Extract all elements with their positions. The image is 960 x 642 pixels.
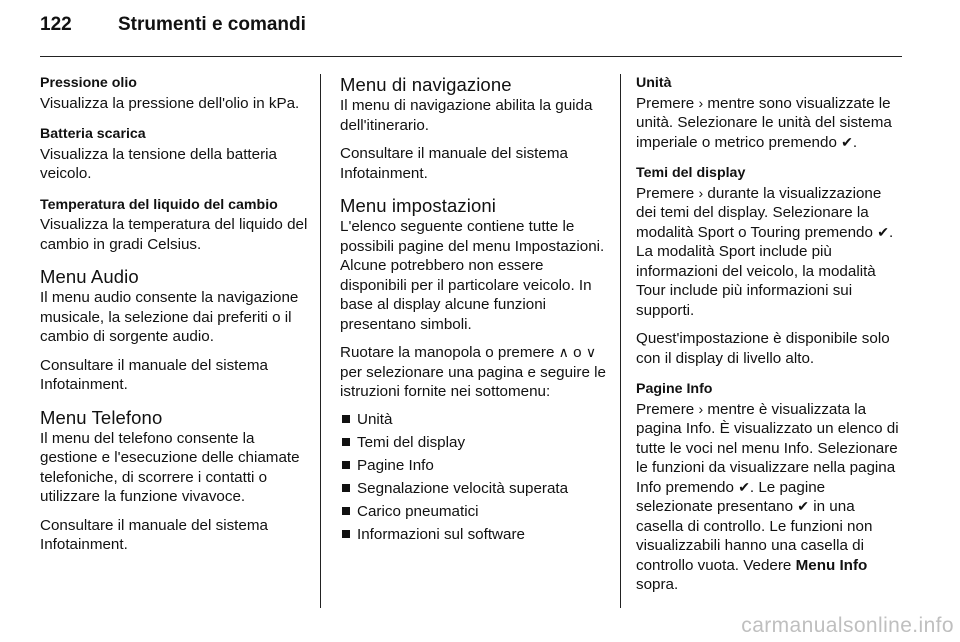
text-fragment: . La modalità Sport include più informazioni del veicolo, la modalità Tour include più informazioni sui supporti.: [636, 223, 894, 319]
section-body: Visualizza la pressione dell'olio in kPa.: [40, 94, 300, 112]
page-header: [40, 14, 902, 54]
section-info-pages: [636, 380, 904, 595]
section-body: Visualizza la tensione della batteria veicolo.: [40, 145, 277, 182]
list-item: [340, 502, 612, 522]
column-divider-left: [320, 74, 321, 608]
section-phone-menu: [40, 407, 310, 555]
text-fragment: . Le pagine selezionate presentano: [636, 478, 826, 515]
section-body: Consultare il manuale del sistema Infotainment.: [40, 356, 268, 393]
bullet-square-icon: [342, 438, 350, 446]
list-item-label: Segnalazione velocità superata: [357, 479, 569, 497]
list-item: [340, 433, 612, 453]
checkmark-icon: ✔: [738, 478, 750, 495]
watermark: carmanualsonline.info: [741, 614, 954, 637]
column-left: [40, 74, 310, 567]
list-item: [340, 479, 612, 499]
section-settings-menu: [340, 195, 612, 544]
page-number: 122: [40, 14, 72, 35]
cross-reference-link[interactable]: Menu Info: [795, 556, 868, 574]
section-title: Pagine Info: [636, 381, 713, 397]
section-audio-menu: [40, 266, 310, 395]
section-body: Il menu di navigazione abilita la guida dell'itinerario.: [340, 97, 593, 134]
list-item: [340, 410, 612, 430]
checkmark-icon: ✔: [877, 223, 889, 240]
text-fragment: in una casella di controllo. Le funzioni non visualizzabili hanno una casella di controllo vuota. Vedere: [636, 498, 873, 574]
chevron-up-icon: ∧: [558, 344, 569, 360]
text-fragment: Premere: [636, 400, 695, 418]
section-navigation-menu: [340, 74, 612, 183]
section-body: [636, 184, 904, 321]
section-display-themes: [636, 164, 904, 368]
bullet-square-icon: [342, 530, 350, 538]
list-item-label: Unità: [357, 410, 393, 428]
chevron-right-icon: ›: [698, 184, 704, 201]
section-title: Unità: [636, 75, 672, 91]
section-title: Temperatura del liquido del cambio: [40, 196, 278, 213]
text-fragment: Premere: [636, 184, 695, 202]
list-item: [340, 456, 612, 476]
section-oil-pressure: [40, 74, 310, 113]
section-body: Il menu audio consente la navigazione musicale, la selezione dai preferiti o il cambio di sorgente audio.: [40, 289, 299, 345]
column-divider-right: [620, 74, 621, 608]
section-body: [340, 343, 612, 402]
bullet-square-icon: [342, 507, 350, 515]
list-item-label: Carico pneumatici: [357, 502, 479, 520]
column-right: [636, 74, 904, 607]
bullet-square-icon: [342, 484, 350, 492]
section-heading: Menu di navigazione: [340, 74, 512, 95]
list-item-label: Temi del display: [357, 433, 466, 451]
bullet-square-icon: [342, 461, 350, 469]
settings-pages-list: [340, 410, 612, 545]
text-fragment: mentre è visualizzata la pagina Info. È visualizzato un elenco di tutte le voci nel menu Info. Selezionare le funzioni da visualizzare nella pagina Info premendo: [636, 400, 899, 496]
section-body: Consultare il manuale del sistema Infotainment.: [40, 516, 268, 553]
section-title: Temi del display: [636, 165, 746, 181]
section-title: Pressione olio: [40, 75, 137, 91]
section-title: Batteria scarica: [40, 126, 146, 142]
column-middle: [340, 74, 612, 556]
text-fragment: o: [573, 344, 582, 361]
text-fragment: durante la visualizzazione dei temi del display. Selezionare la modalità Sport o Touring premendo: [636, 184, 882, 241]
checkmark-icon: ✔: [797, 498, 810, 514]
section-body: Quest'impostazione è disponibile solo con il display di livello alto.: [636, 330, 890, 367]
text-fragment: .: [852, 133, 858, 151]
section-body: [636, 94, 904, 153]
text-fragment: per selezionare una pagina e seguire le istruzioni fornite nei sottomenu:: [340, 363, 606, 400]
chevron-down-icon: ∨: [585, 344, 597, 360]
section-units: [636, 74, 904, 152]
chevron-right-icon: ›: [698, 400, 704, 417]
list-item-label: Informazioni sul software: [357, 525, 525, 543]
text-fragment: Ruotare la manopola o premere: [340, 344, 555, 361]
section-body: Consultare il manuale del sistema Infotainment.: [340, 145, 568, 182]
list-item: [340, 525, 612, 545]
text-fragment: Premere: [636, 94, 695, 112]
page-title: Strumenti e comandi: [118, 14, 306, 35]
header-rule: [40, 56, 902, 57]
section-transmission-temp: [40, 196, 310, 255]
section-heading: Menu Telefono: [40, 406, 163, 428]
section-body: L'elenco seguente contiene tutte le possibili pagine del menu Impostazioni. Alcune potrebbero non essere disponibili per il particolare veicolo. In base al display alcune funzioni presentano simboli.: [340, 218, 605, 333]
section-body: [636, 400, 904, 595]
section-body: Il menu del telefono consente la gestione e l'esecuzione delle chiamate telefoniche, di scorrere i contatti o utilizzare la funzione vivavoce.: [40, 429, 300, 505]
section-low-battery: [40, 125, 310, 184]
section-heading: Menu Audio: [40, 266, 139, 287]
list-item-label: Pagine Info: [357, 456, 434, 474]
section-heading: Menu impostazioni: [340, 195, 496, 216]
text-fragment: mentre sono visualizzate le unità. Selezionare le unità del sistema imperiale o metrico premendo: [636, 94, 892, 151]
checkmark-icon: ✔: [841, 133, 853, 150]
bullet-square-icon: [342, 415, 350, 423]
text-fragment: sopra.: [636, 576, 679, 593]
chevron-right-icon: ›: [698, 94, 704, 111]
section-body: Visualizza la temperatura del liquido del cambio in gradi Celsius.: [40, 216, 308, 253]
